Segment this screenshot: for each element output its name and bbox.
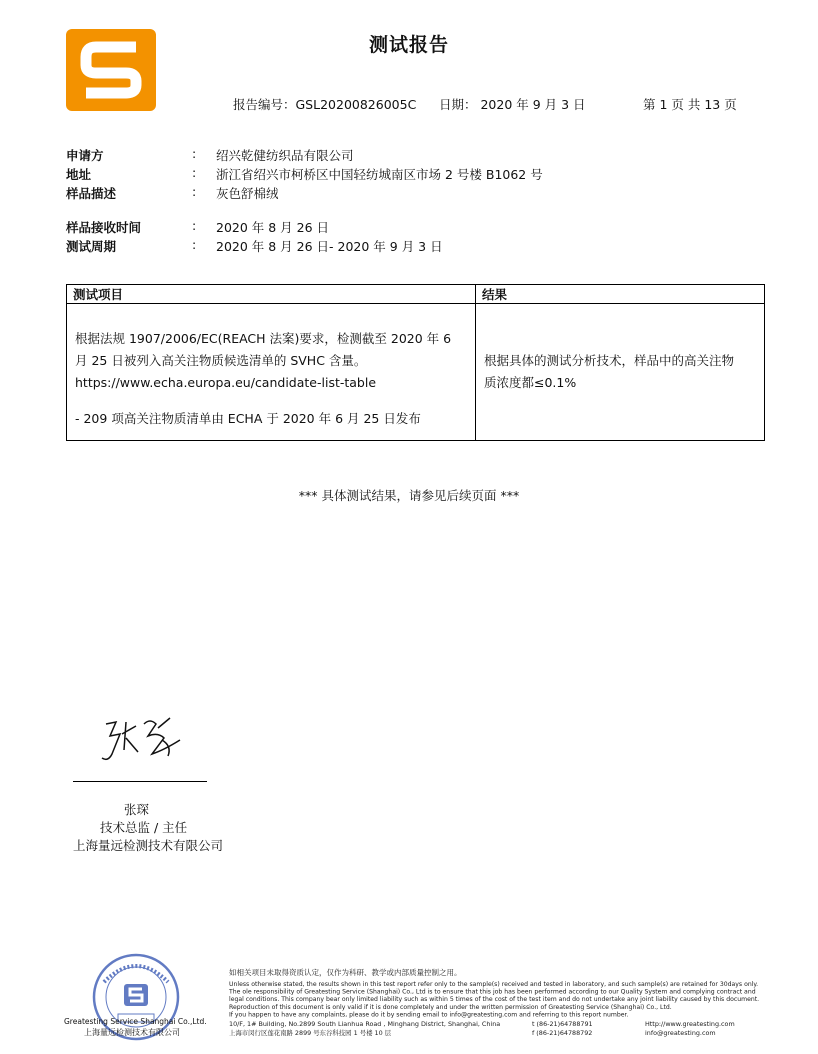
signatory-name: 张琛 bbox=[124, 802, 150, 817]
footer-disclaimer-line-1: Unless otherwise stated, the results shown in this test report refer only to the sample(s) received and tested in laboratory, and such sample(s) are retained for 30days only. bbox=[229, 980, 759, 988]
page-number: 第 1 页 共 13 页 bbox=[643, 97, 737, 112]
test-item-line-4: - 209 项高关注物质清单由 ECHA 于 2020 年 6 月 25 日发布 bbox=[75, 411, 421, 426]
report-number: 报告编号：GSL20200826005C bbox=[233, 97, 417, 112]
signature-line bbox=[73, 781, 207, 782]
footer-disclaimer-line-5: If you happen to have any complaints, please do it by sending email to info@greatesting.com and referring to this report number. bbox=[229, 1010, 629, 1019]
sample-description-label: 样品描述 bbox=[66, 186, 117, 201]
footer-fax: f (86-21)64788792 bbox=[532, 1029, 593, 1037]
signatory-company: 上海量远检测技术有限公司 bbox=[73, 838, 224, 853]
signatory-position: 技术总监 / 主任 bbox=[100, 820, 188, 835]
address-value: 浙江省绍兴市柯桥区中国轻纺城南区市场 2 号楼 B1062 号 bbox=[216, 167, 543, 182]
document-title: 测试报告 bbox=[368, 34, 449, 56]
test-period-label: 测试周期 bbox=[66, 239, 117, 254]
test-item-line-2: 月 25 日被列入高关注物质候选清单的 SVHC 含量。 bbox=[75, 353, 367, 368]
header-result: 结果 bbox=[476, 285, 765, 304]
footer-disclaimer bbox=[229, 980, 760, 1019]
result-line-1: 根据具体的测试分析技术，样品中的高关注物 bbox=[484, 353, 735, 368]
footer-company-cn: 上海量远检测技术有限公司 bbox=[84, 1028, 180, 1037]
result-line-2: 质浓度都≤0.1% bbox=[484, 375, 577, 390]
test-item-cell bbox=[67, 304, 476, 441]
applicant-label: 申请方 bbox=[66, 148, 104, 163]
sample-description-colon: : bbox=[192, 184, 197, 199]
continuation-note: *** 具体测试结果，请参见后续页面 *** bbox=[298, 488, 520, 503]
footer-disclaimer-line-2: The ole responsibility of Greatesting Service (Shanghai) Co., Ltd is to ensure that this job has been performed according to our Quality System and complying contract and bbox=[229, 987, 756, 996]
result-cell bbox=[476, 304, 765, 441]
applicant-value: 绍兴乾健纺织品有限公司 bbox=[216, 148, 354, 163]
test-summary-table bbox=[66, 284, 765, 441]
test-period-colon: : bbox=[192, 237, 197, 252]
footer-disclaimer-line-4: Reproduction of this document is only valid if it is done completely and under the written permission of Greatesting Service (Shanghai) Co., Ltd. bbox=[229, 1003, 672, 1011]
receive-date-value: 2020 年 8 月 26 日 bbox=[216, 220, 330, 235]
footer-disclaimer-line-3: legal conditions. This company bear only limited liability such as within 5 times of the cost of the test item and do not undertake any joint liability caused by this document. bbox=[229, 995, 760, 1004]
header-test-item: 测试项目 bbox=[67, 285, 476, 304]
footer-telephone: t (86-21)64788791 bbox=[532, 1020, 593, 1028]
receive-date-colon: : bbox=[192, 218, 197, 233]
sample-description-value: 灰色舒棉绒 bbox=[216, 186, 279, 201]
test-item-line-1: 根据法规 1907/2006/EC(REACH 法案)要求，检测截至 2020 年 6 bbox=[75, 331, 452, 346]
footer-company-en: Greatesting Service Shanghai Co.,Ltd. bbox=[64, 1017, 207, 1026]
applicant-colon: : bbox=[192, 146, 197, 161]
address-colon: : bbox=[192, 165, 197, 180]
receive-date-label: 样品接收时间 bbox=[66, 220, 142, 235]
address-label: 地址 bbox=[66, 167, 92, 182]
footer-email-link[interactable]: info@greatesting.com bbox=[645, 1029, 716, 1037]
footer-address-en: 10/F, 1# Building, No.2899 South Lianhua Road , Minghang District, Shanghai, China bbox=[229, 1020, 501, 1028]
footer-website-link[interactable]: Http://www.greatesting.com bbox=[645, 1020, 735, 1028]
report-date: 日期： 2020 年 9 月 3 日 bbox=[439, 97, 586, 112]
handwritten-signature bbox=[92, 710, 192, 770]
test-period-value: 2020 年 8 月 26 日- 2020 年 9 月 3 日 bbox=[216, 239, 443, 254]
footer-address-cn: 上海市闵行区莲花南路 2899 号东谷科技园 1 号楼 10 层 bbox=[229, 1029, 392, 1037]
footer-cn-note: 如相关项目未取得资质认定，仅作为科研、教学或内部质量控制之用。 bbox=[229, 968, 462, 977]
test-item-line-3: https://www.echa.europa.eu/candidate-list-table bbox=[75, 375, 377, 390]
